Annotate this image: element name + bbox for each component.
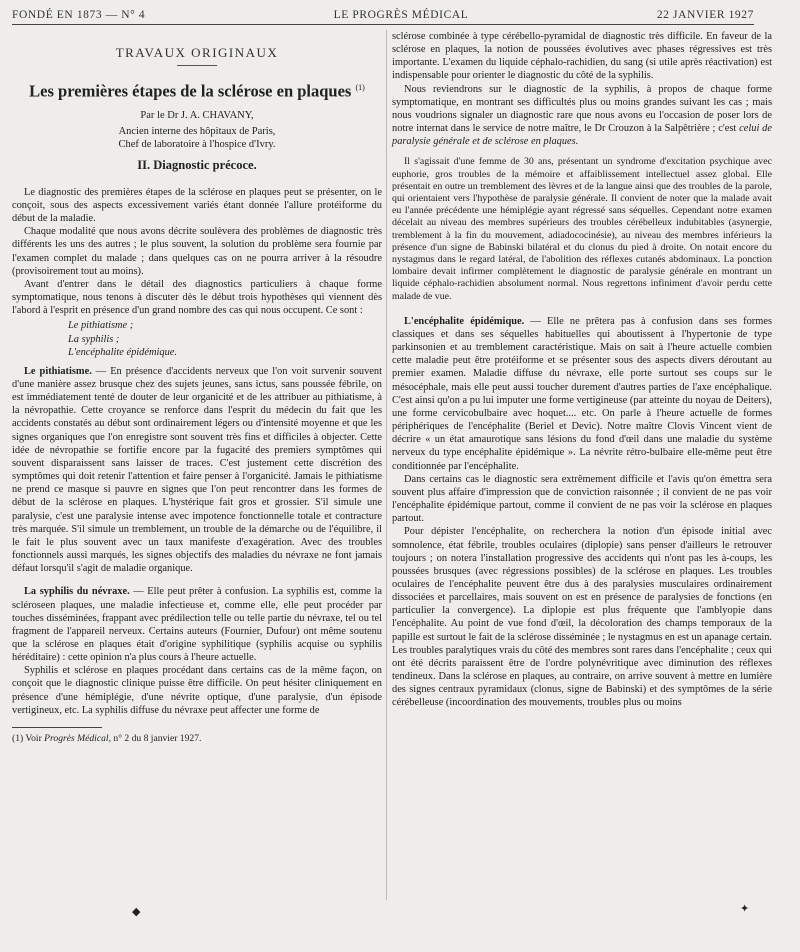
footnote-text: (1) Voir bbox=[12, 732, 45, 744]
right-column bbox=[392, 30, 772, 710]
case-paragraph: Il s'agissait d'une femme de 30 ans, présentant un syndrome d'excitation psychique avec euphorie, gros troubles de la mémoire et affaiblissement intellectuel assez global. Elle présentait en outre un tremblement des lèvres et de la langue ainsi que des troubles de la parole, qui orientaient vers l'hypothèse de paralysie générale. Il convient de noter que la malade avait eu l'année précédente une hémiplégie ayant régressé sans séquelles. Cependant notre examen décelait au niveau des membres supérieurs des troubles cérébelleux indubitables (asynergie, tremblement à la fin du mouvement, adiadococinésie), au niveau des membres inférieurs la présence d'un signe de Babinski bilatéral et du clonus du pied à droite. On notait encore du nystagmus dans le regard latéral, de l'abolition des réflexes cutanés abdominaux. La ponction lombaire devait infirmer complètement le diagnostic de paralysie générale en montrant un liquide céphalo-rachidien absolument normal. Nous regrettons infiniment d'avoir perdu cette malade de vue. bbox=[392, 156, 772, 302]
paragraph: Avant d'entrer dans le détail des diagnostics particuliers à chaque forme symptomatique, nous tenons à discuter dès le début trois hypothèses qui viennent dès l'abord à l'esprit en présence d'un grand nombre des cas qui nous occupent. Ce sont : bbox=[12, 278, 382, 317]
article-title bbox=[12, 78, 382, 101]
left-column bbox=[12, 30, 382, 745]
affiliation bbox=[12, 125, 382, 151]
section-subheading: II. Diagnostic précoce. bbox=[137, 157, 257, 172]
paragraph-body: — Elle ne prêtera pas à confusion dans ses formes classiques et dans ses séquelles habituelles qui aboutissent à l'hypertonie de type parkinsonien et au tremblement caractéristique. Mais on sait à l'heure actuelle combien cette maladie peut être protéiforme et se présenter sous des aspects divers déroutant au premier examen. Maladie diffuse du névraxe, elle porte surtout ses coups sur le mésocéphale, mais elle peut aussi toucher durement d'autres parties de l'axe encéphalique. C'est ainsi qu'on a pu lui imputer une forme vertigineuse (par atteinte du noyau de Deiters), une forme cervicobulbaire avec hoquet.... etc. On parle à l'heure actuelle de formes périphériques de l'encéphalite (Beriel et Devic). Notre maître Clovis Vincent vient de décrire « un état amaurotique sans lésions du fond d'œil dans une maladie du système nerveux du type encéphalite épidémique ». La névrite rétro-bulbaire elle-même peut être conditionnée par l'encéphalite. bbox=[392, 315, 772, 472]
footnote-rule bbox=[12, 727, 102, 728]
article-title-text: Les premières étapes de la sclérose en plaques bbox=[29, 81, 352, 101]
case-report bbox=[392, 156, 772, 302]
header-founded: FONDÉ EN 1873 — N° 4 bbox=[12, 9, 146, 21]
section-title: TRAVAUX ORIGINAUX bbox=[115, 45, 279, 60]
paragraph: Syphilis et sclérose en plaques procédant dans certains cas de la même façon, on conçoit que le diagnostic clinique puisse être difficile. On peut hésiter cliniquement en présence d'une hémiplégie, d'une névrite optique, d'une paralysie, d'un épisode vertigineux, etc. La syphilis diffuse du névraxe peut affecter une forme de bbox=[12, 665, 382, 716]
column-divider bbox=[386, 30, 387, 900]
paragraph-heading: Le pithiatisme. bbox=[24, 365, 92, 377]
paragraph: Pour dépister l'encéphalite, on recherchera la notion d'un épisode initial avec somnolence, état fébrile, troubles oculaires (diplopie) sans penser d'ailleurs le retrouver toujours ; on notera l'installation progressive des accidents qui n'ont pas les à-coups, les poussées brusques (avec régressions possibles) de la sclérose en plaques. Les troubles oculaires de l'encéphalite peuvent être dus à des paralysies musculaires ordinairement dissociées et parcellaires, mais souvent on est en présence de paralysies de fonctions (en particulier la convergence). La diplopie est plus fréquente que l'amblyopie dans l'encéphalite. Au point de vue fond d'œil, la décoloration des champs temporaux de la papille est surtout le fait de la sclérose disséminée ; le nystagmus en est un apanage certain. Les troubles paralytiques vrais du côté des membres sont rares dans l'encéphalite ; ceux qui ont été décrits paraissent être de l'ordre polynévritique avec diminution des réflexes tendineux. Dans la sclérose en plaques, au contraire, on arrive souvent à mettre en lumière des signes centraux pyramidaux (clonus, signe de Babinski) et des symptômes de la série cérébelleuse (incoordination des mouvements, troubles plus ou moins bbox=[392, 526, 772, 709]
header-date: 22 JANVIER 1927 bbox=[656, 9, 754, 21]
paragraph-heading: La syphilis du névraxe. bbox=[24, 586, 130, 598]
list-item: La syphilis ; bbox=[68, 333, 120, 345]
paragraph bbox=[392, 83, 772, 149]
paragraph: Chaque modalité que nous avons décrite soulèvera des problèmes de diagnostic très différents les uns des autres ; le plus souvent, la solution du problème sera fournie par l'examen complet du malade ; dans quelques cas on ne pourra arriver à la résoudre (provisoirement tout au moins). bbox=[12, 226, 382, 277]
paragraph-body: — Elle peut prêter à confusion. La syphilis est, comme la scléroseen plaques, une maladie infectieuse et, comme elle, elle peut procéder par touches disséminées, frappant avec prédilection telle ou telle partie du névraxe, tel ou tel fragment de l'appareil nerveux. Certains auteurs (Fournier, Dufour) ont même soutenu que la sclérose en plaques était d'origine syphilitique (syphilis acquise ou syphilis héréditaire) : cette opinion n'a plus cours à l'heure actuelle. bbox=[12, 586, 382, 664]
ornament-star-icon: ✦ bbox=[740, 903, 750, 915]
paragraph bbox=[12, 365, 382, 576]
paragraph-italic: celui de paralysie générale et de sclérose en plaques. bbox=[392, 123, 772, 148]
hypothesis-list bbox=[12, 319, 382, 358]
paragraph: Dans certains cas le diagnostic sera extrêmement difficile et l'avis qu'on émettra sera souvent plus affaire d'impression que de conviction raisonnée ; il convient de ne pas voir l'encéphalite épidémique partout, comme il convient de ne pas voir la sclérose en plaques partout. bbox=[392, 473, 772, 525]
paragraph bbox=[12, 585, 382, 664]
footnote-marker: (1) bbox=[355, 83, 365, 93]
running-header bbox=[12, 6, 754, 24]
paragraph-body: — En présence d'accidents nerveux que l'on voit survenir souvent d'une manière assez brusque chez des sujets jeunes, sans ictus, sans poussée fébrile, on est immédiatement tenté de douter de leur organicité et de les attribuer au pithiatisme, à la névropathie. Cette croyance se renforce dans l'esprit du médecin du fait que les accidents constatés au début sont ordinairement légers ou d'intensité moyenne et que les signes organiques que l'on enregistre sont souvent très fins et difficiles à objecter. Cette idée de névropathie se fortifie encore par la fugacité des premiers symptômes qui souvent disparaissent sans laisser de traces. C'est justement cette discrétion des symptômes qui doit retenir l'attention et faire penser à l'organicité. Jamais le pithiatisme ne prend ce masque si pauvre en signes que l'on peut rencontrer dans les formes de début de la sclérose en plaques. L'hystérique fait gros et grossier. S'il simule une paralysie, c'est une paralysie intense avec impotence fonctionnelle totale et contracture très marquée. S'il simule un tremblement, un trouble de la démarche ou de l'équilibre, il le fait le plus souvent avec un taux manifeste d'exagération. Avec des troubles fonctionnels aussi marqués, les signes objectifs des maladies du névraxe ne font jamais défaut lorsqu'il s'agit de maladie organique. bbox=[12, 365, 382, 575]
paragraph-body: Nous reviendrons sur le diagnostic de la syphilis, à propos de chaque forme symptomatique, en montrant ses difficultés plus ou moins grandes suivant les cas ; mais nous voudrions signaler un diagnostic rare que nous avons eu l'occasion de poser lors de notre internat dans le service de notre maître, le Dr Crouzon à la Salpêtrière ; c'est bbox=[392, 83, 772, 135]
paragraph: sclérose combinée à type cérébello-pyramidal de diagnostic très difficile. En faveur de la sclérose en plaques, la notion de poussées évolutives avec phases régressives est très importante. L'examen du liquide céphalo-rachidien, du sang (si utile après réactivation) est indispensable pour orienter le diagnostic du côté de la syphilis. bbox=[392, 31, 772, 82]
ornament-diamond-icon: ◆ bbox=[132, 906, 141, 918]
affiliation-line-1: Ancien interne des hôpitaux de Paris, bbox=[118, 125, 276, 137]
header-rule bbox=[12, 24, 754, 25]
list-item: L'encéphalite épidémique. bbox=[68, 346, 177, 358]
affiliation-line-2: Chef de laboratoire à l'hospice d'Ivry. bbox=[118, 138, 276, 150]
paragraph: Le diagnostic des premières étapes de la sclérose en plaques peut se présenter, on le conçoit, sous des aspects excessivement variés étant donnée l'allure protéiforme du début de la maladie. bbox=[12, 186, 382, 225]
author-line: Par le Dr J. A. CHAVANY, bbox=[140, 109, 254, 121]
paragraph bbox=[392, 315, 772, 473]
footnote-rest: , n° 2 du 8 janvier 1927. bbox=[108, 732, 202, 744]
header-journal-name: LE PROGRÈS MÉDICAL bbox=[333, 9, 469, 21]
section-rule bbox=[177, 65, 217, 66]
footnote bbox=[12, 732, 382, 745]
list-item: Le pithiatisme ; bbox=[68, 320, 134, 332]
paragraph-heading: L'encéphalite épidémique. bbox=[404, 315, 525, 327]
footnote-journal: Progrès Médical bbox=[44, 732, 109, 744]
